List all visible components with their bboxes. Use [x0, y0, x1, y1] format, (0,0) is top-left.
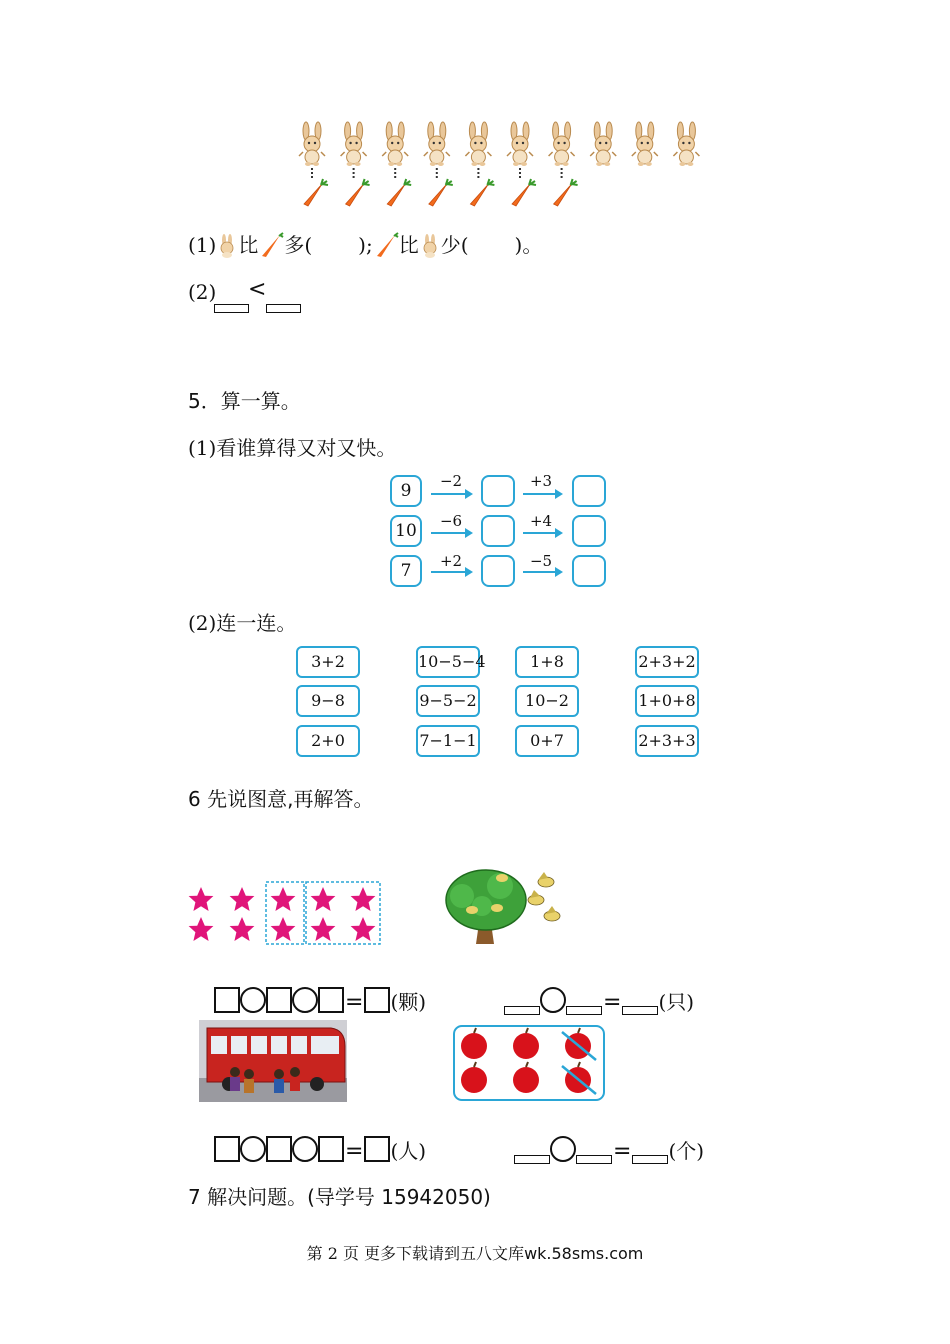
- bus-picture: [199, 1020, 347, 1102]
- q4-p2-lt: <: [248, 277, 267, 302]
- eq-blank-square[interactable]: [266, 987, 292, 1013]
- eq-birds: [504, 986, 694, 1015]
- eq-bus: [214, 1135, 426, 1164]
- eq-equals: =: [613, 1139, 632, 1164]
- rabbit: [590, 122, 616, 166]
- match-expression[interactable]: 2+3+3: [635, 725, 699, 757]
- q4-p2-prefix: (2): [188, 280, 217, 304]
- chain-arrow: [431, 532, 471, 534]
- rabbit: [549, 122, 575, 166]
- eq-blank-circle[interactable]: [540, 987, 566, 1013]
- match-expression[interactable]: 2+3+2: [635, 646, 699, 678]
- eq-blank-square[interactable]: [266, 1136, 292, 1162]
- chain-start-box: 7: [390, 555, 422, 587]
- footer-site-link[interactable]: wk.58sms.com: [524, 1244, 644, 1263]
- q5-chain-area: [388, 470, 618, 590]
- q5-title: 5．算一算。: [188, 389, 301, 413]
- chain-answer-box[interactable]: [572, 475, 606, 507]
- eq-blank-line[interactable]: [504, 1006, 540, 1015]
- q4-p1-end: )。: [514, 233, 543, 257]
- rabbit: [673, 122, 699, 166]
- rabbit: [632, 122, 658, 166]
- carrot: [512, 179, 536, 206]
- chain-arrow: [431, 571, 471, 573]
- match-expression[interactable]: 3+2: [296, 646, 360, 678]
- eq-apples: [514, 1135, 704, 1164]
- unit-zhi: (只): [658, 990, 695, 1014]
- match-expression[interactable]: 9−5−2: [416, 685, 480, 717]
- rabbit: [299, 122, 325, 166]
- match-expression[interactable]: 0+7: [515, 725, 579, 757]
- rabbit-carrot-svg: [292, 120, 712, 212]
- stars-svg: [186, 880, 386, 950]
- chain-op-label: −5: [529, 552, 553, 570]
- chain-start-box: 9: [390, 475, 422, 507]
- rabbit: [424, 122, 450, 166]
- eq-blank-circle[interactable]: [292, 987, 318, 1013]
- eq-blank-square[interactable]: [214, 987, 240, 1013]
- q4-p1-sep: );: [358, 233, 373, 257]
- rabbit-icon: [216, 234, 238, 258]
- bus-svg: [199, 1020, 347, 1102]
- eq-equals: =: [603, 990, 622, 1015]
- rabbit: [507, 122, 533, 166]
- eq-equals: =: [345, 990, 364, 1015]
- eq-blank-square[interactable]: [318, 1136, 344, 1162]
- q4-p2-blank-left[interactable]: [214, 304, 249, 313]
- eq-blank-circle[interactable]: [240, 1136, 266, 1162]
- rabbit: [465, 122, 491, 166]
- q5-sub1: (1)看谁算得又对又快。: [188, 436, 397, 460]
- carrot: [387, 179, 411, 206]
- eq-stars: [214, 986, 426, 1015]
- eq-blank-square[interactable]: [214, 1136, 240, 1162]
- rabbit-row: [299, 122, 699, 166]
- eq-blank-circle[interactable]: [292, 1136, 318, 1162]
- rabbit-icon: [419, 234, 441, 258]
- q4-p1-bi1: 比: [238, 233, 259, 257]
- chain-start-box: 10: [390, 515, 422, 547]
- q4-p1-prefix: (1): [188, 233, 217, 257]
- tree-birds-picture: [442, 866, 572, 948]
- match-expression[interactable]: 7−1−1: [416, 725, 480, 757]
- unit-ren: (人): [390, 1139, 427, 1163]
- rabbit: [341, 122, 367, 166]
- carrot: [346, 179, 370, 206]
- unit-ge: (个): [668, 1139, 705, 1163]
- eq-blank-line[interactable]: [566, 1006, 602, 1015]
- q4-p1-shao: 少(: [440, 233, 469, 257]
- eq-blank-square[interactable]: [364, 1136, 390, 1162]
- chain-answer-box[interactable]: [572, 515, 606, 547]
- rabbit-carrot-illustration: [292, 120, 712, 212]
- match-expression[interactable]: 1+0+8: [635, 685, 699, 717]
- chain-op-label: +2: [439, 552, 463, 570]
- q4-part2: [188, 280, 216, 304]
- chain-answer-box[interactable]: [481, 475, 515, 507]
- eq-blank-square[interactable]: [364, 987, 390, 1013]
- rabbit: [382, 122, 408, 166]
- chain-op-label: −6: [439, 512, 463, 530]
- carrot: [304, 179, 328, 206]
- chain-op-label: +3: [529, 472, 553, 490]
- page-footer: [0, 1241, 950, 1264]
- chain-arrow: [431, 493, 471, 495]
- q4-p1-duo: 多(: [284, 233, 313, 257]
- chain-op-label: −2: [439, 472, 463, 490]
- match-expression[interactable]: 10−2: [515, 685, 579, 717]
- match-expression[interactable]: 1+8: [515, 646, 579, 678]
- dotted-links: [312, 168, 562, 180]
- eq-blank-line[interactable]: [632, 1155, 668, 1164]
- match-expression[interactable]: 10−5−4: [416, 646, 480, 678]
- q6-title: 6 先说图意,再解答。: [188, 787, 374, 811]
- stars-picture: [186, 880, 386, 950]
- chain-arrow: [523, 493, 561, 495]
- unit-ke: (颗): [390, 990, 427, 1014]
- q4-part1: [188, 232, 542, 258]
- chain-arrow: [523, 532, 561, 534]
- eq-equals: =: [345, 1139, 364, 1164]
- chain-op-label: +4: [529, 512, 553, 530]
- chain-answer-box[interactable]: [481, 515, 515, 547]
- carrot-row: [304, 179, 578, 206]
- chain-answer-box[interactable]: [481, 555, 515, 587]
- q4-p2-blank-right[interactable]: [266, 304, 301, 313]
- tree-svg: [442, 866, 572, 948]
- match-expression[interactable]: 2+0: [296, 725, 360, 757]
- eq-blank-square[interactable]: [318, 987, 344, 1013]
- carrot: [429, 179, 453, 206]
- apples-picture: [452, 1024, 608, 1102]
- eq-blank-line[interactable]: [514, 1155, 550, 1164]
- carrot-icon: [258, 232, 284, 258]
- chain-answer-box[interactable]: [572, 555, 606, 587]
- carrot-icon: [373, 232, 399, 258]
- apples-svg: [452, 1024, 608, 1102]
- q7-title: 7 解决问题。(导学号 15942050): [188, 1185, 491, 1209]
- match-expression[interactable]: 9−8: [296, 685, 360, 717]
- eq-blank-line[interactable]: [622, 1006, 658, 1015]
- q5-sub2: (2)连一连。: [188, 611, 297, 635]
- eq-blank-line[interactable]: [576, 1155, 612, 1164]
- chain-arrow: [523, 571, 561, 573]
- eq-blank-circle[interactable]: [550, 1136, 576, 1162]
- q4-p1-bi2: 比: [398, 233, 419, 257]
- carrot: [470, 179, 494, 206]
- eq-blank-circle[interactable]: [240, 987, 266, 1013]
- carrot: [554, 179, 578, 206]
- footer-text: 第 2 页 更多下载请到五八文库: [306, 1244, 525, 1263]
